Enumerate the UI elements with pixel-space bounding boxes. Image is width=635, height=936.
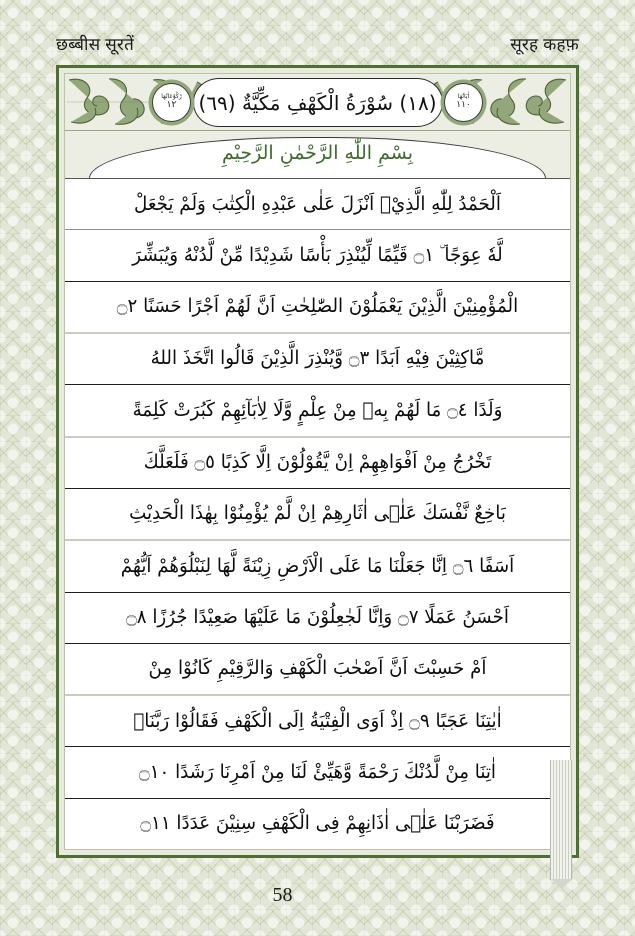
medallion-rukus-value: ١٢	[166, 99, 177, 110]
text-block-frame	[56, 65, 579, 858]
ayah-line	[65, 438, 570, 489]
surah-title-cartouche	[193, 78, 443, 127]
ayah-line	[65, 593, 570, 644]
ayah-line	[65, 179, 570, 230]
ayah-line	[65, 541, 570, 592]
ayah-line	[65, 385, 570, 437]
ayah-line-text: اٰتِنَا مِنْ لَّدُنْكَ رَحْمَةً وَّهَيِّئْ لَنَا مِنْ اَمْرِنَا رَشَدًا ۝١٠	[139, 760, 496, 783]
ayah-line-text: اَسَفًا ۝٦ اِنَّا جَعَلْنَا مَا عَلَى الْاَرْضِ زِيْنَةً لَّهَا لِنَبْلُوَهُمْ اَيُّهُمْ	[120, 554, 515, 577]
text-block-inner	[64, 73, 571, 850]
medallion-rukus-label: رُكُوْعَاتُهَا	[161, 93, 182, 101]
surah-title-text: (١٨) سُوْرَةُ الْكَهْفِ مَكِّيَّةٌ (٦٩)	[198, 90, 437, 115]
ayah-line-text: اٰيٰتِنَا عَجَبًا ۝٩ اِذْ اَوَى الْفِتْيَةُ اِلَى الْكَهْفِ فَقَالُوْا رَبَّنَاۤ	[133, 709, 502, 732]
ayah-line	[65, 696, 570, 747]
running-head	[0, 30, 635, 56]
bismillah-text: بِسْمِ اللّٰهِ الرَّحْمٰنِ الرَّحِيْمِ	[222, 142, 413, 164]
ayah-line	[65, 747, 570, 798]
ayah-line-text: الْمُؤْمِنِيْنَ الَّذِيْنَ يَعْمَلُوْنَ الصّٰلِحٰتِ اَنَّ لَهُمْ اَجْرًا حَسَنًا ۝٢	[116, 295, 519, 318]
ayah-line	[65, 230, 570, 281]
medallion-ayat-label: اٰيَاتُهَا	[457, 93, 470, 101]
ayah-line-text: اَلْحَمْدُ لِلّٰهِ الَّذِيْۤ اَنْزَلَ عَلٰى عَبْدِهِ الْكِتٰبَ وَلَمْ يَجْعَلْ	[134, 192, 501, 215]
running-head-right: सूरह कहफ़	[510, 34, 579, 54]
ayah-line-text: فَضَرَبْنَا عَلٰۤى اٰذَانِهِمْ فِى الْكَهْفِ سِنِيْنَ عَدَدًا ۝١١	[140, 812, 495, 835]
page-number: 58	[272, 884, 293, 906]
medallion-ayat-value: ١١٠	[456, 99, 471, 110]
bismillah-row	[65, 131, 570, 179]
ayah-line-text: لَّهٗ عِوَجًا ۜ ۝١ قَيِّمًا لِّيُنْذِرَ بَأْسًا شَدِيْدًا مِّنْ لَّدُنْهُ وَيُبَشِّرَ	[132, 243, 503, 266]
ayah-line-text: وَلَدًا ۝٤ مَا لَهُمْ بِهٖ مِنْ عِلْمٍ وَّلَا لِاٰبَآئِهِمْ كَبُرَتْ كَلِمَةً	[132, 398, 503, 421]
ayah-lines	[65, 179, 570, 849]
ayah-line-text: مَّاكِثِيْنَ فِيْهِ اَبَدًا ۝٣ وَّيُنْذِرَ الَّذِيْنَ قَالُوا اتَّخَذَ اللهُ	[150, 347, 485, 370]
ayah-line-text: اَحْسَنُ عَمَلًا ۝٧ وَاِنَّا لَجٰعِلُوْنَ مَا عَلَيْهَا صَعِيْدًا جُرُزًا ۝٨	[126, 606, 509, 629]
surah-title-banner	[65, 74, 570, 131]
bookmark-ribbon	[550, 760, 572, 880]
ayah-line	[65, 334, 570, 385]
medallion-rukus	[152, 83, 191, 122]
ayah-line	[65, 489, 570, 541]
ayah-line	[65, 799, 570, 849]
ayah-line-text: اَمْ حَسِبْتَ اَنَّ اَصْحٰبَ الْكَهْفِ وَالرَّقِيْمِ كَانُوْا مِنْ	[148, 657, 487, 680]
ayah-line	[65, 644, 570, 696]
ayah-line-text: بَاخِعٌ نَّفْسَكَ عَلٰۤى اٰثَارِهِمْ اِنْ لَّمْ يُؤْمِنُوْا بِهٰذَا الْحَدِيْثِ	[129, 502, 506, 525]
medallion-ayat	[444, 83, 483, 122]
ayah-line-text: تَخْرُجُ مِنْ اَفْوَاهِهِمْ اِنْ يَّقُوْلُوْنَ اِلَّا كَذِبًا ۝٥ فَلَعَلَّكَ	[143, 451, 492, 474]
ayah-line	[65, 282, 570, 334]
running-head-left: छब्बीस सूरतें	[56, 34, 134, 54]
